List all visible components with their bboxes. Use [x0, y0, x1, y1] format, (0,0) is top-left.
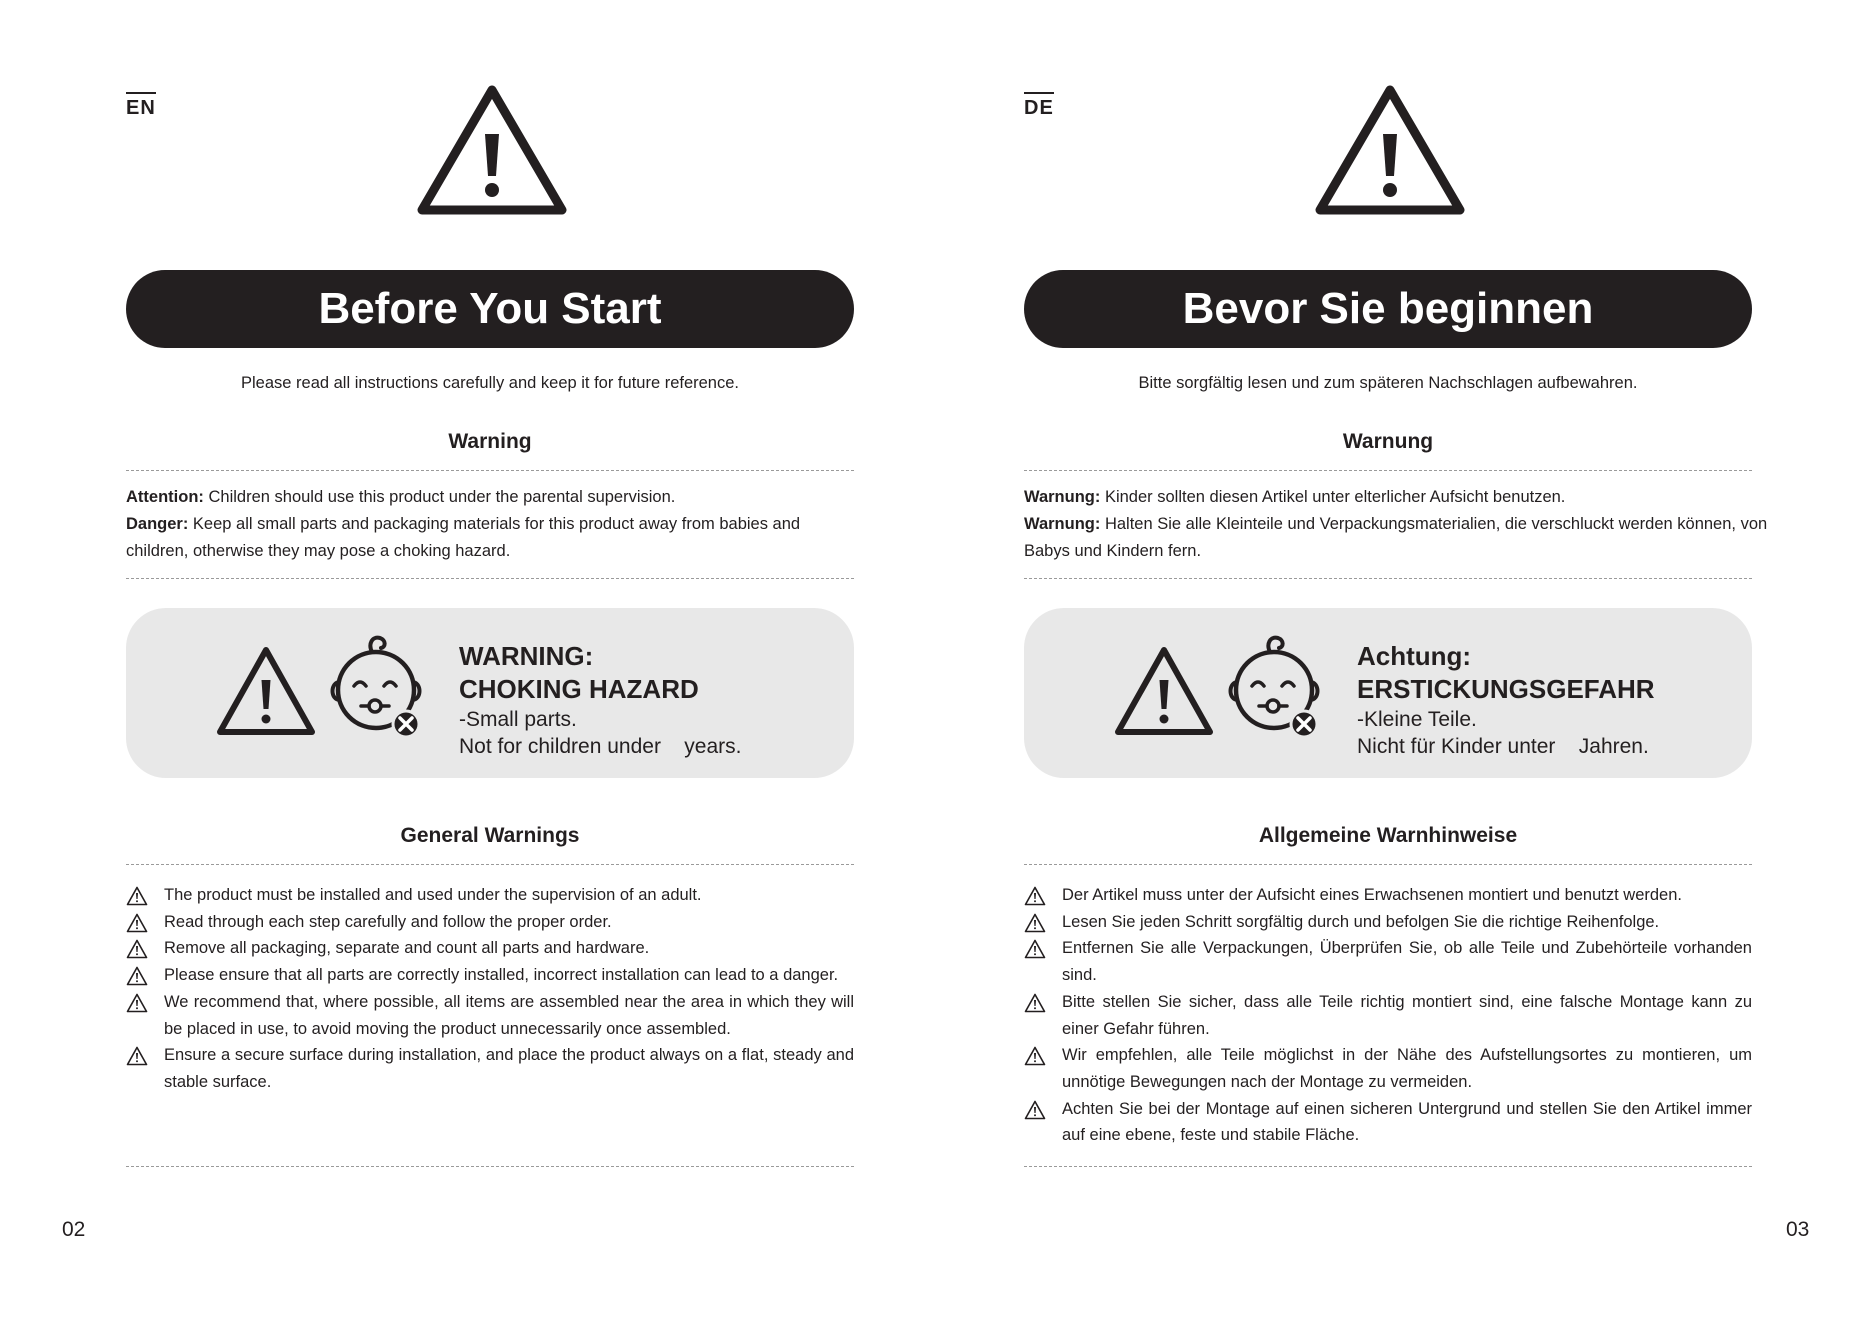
hazard-line: Achtung: [1357, 641, 1472, 671]
hazard-line: Not for children under years. [459, 735, 742, 758]
small-warning-icon [1024, 993, 1046, 1013]
list-item: We recommend that, where possible, all items are assembled near the area in which they will be placed in use, to avoid moving the product unnecessarily once assembled. [126, 989, 854, 1042]
small-warning-icon [126, 886, 148, 906]
small-warning-icon [126, 1046, 148, 1066]
list-item: Bitte stellen Sie sicher, dass alle Teile richtig montiert sind, eine falsche Montage kann zu einer Gefahr führen. [1024, 989, 1752, 1042]
language-code: DE [1024, 92, 1054, 118]
small-warning-icon [126, 993, 148, 1013]
small-warning-icon [126, 913, 148, 933]
list-item: Der Artikel muss unter der Aufsicht eines Erwachsenen montiert und benutzt werden. [1024, 882, 1752, 909]
general-warnings-heading: General Warnings [400, 824, 580, 847]
page-de [1024, 0, 1768, 1324]
language-code: EN [126, 92, 156, 118]
divider [1024, 1166, 1752, 1167]
divider [126, 1166, 854, 1167]
intro-text: Bitte sorgfältig lesen und zum späteren Nachschlagen aufbewahren. [1138, 374, 1638, 392]
general-warnings-list [1024, 882, 1752, 1149]
list-item: Ensure a secure surface during installation, and place the product always on a flat, steady and stable surface. [126, 1042, 854, 1095]
warning-triangle-icon [1314, 82, 1466, 218]
warning-line: Attention: Children should use this product under the parental supervision. [126, 488, 676, 506]
hazard-line: ERSTICKUNGSGEFAHR [1357, 674, 1655, 704]
hazard-line: -Kleine Teile. [1357, 708, 1477, 731]
small-warning-icon [1024, 913, 1046, 933]
baby-face-icon [1226, 632, 1324, 740]
warning-text [1024, 484, 1768, 565]
general-warnings-heading: Allgemeine Warnhinweise [1258, 824, 1518, 847]
list-item: Please ensure that all parts are correctly installed, incorrect installation can lead to a danger. [126, 962, 854, 989]
list-item: Achten Sie bei der Montage auf einen sicheren Untergrund und stellen Sie den Artikel immer auf eine ebene, feste und stabile Fläche. [1024, 1096, 1752, 1149]
page-title: Before You Start [126, 270, 854, 348]
hazard-line: Nicht für Kinder unter Jahren. [1357, 735, 1649, 758]
hazard-line: WARNING: [459, 641, 594, 671]
small-warning-icon [1024, 1046, 1046, 1066]
divider [126, 470, 854, 471]
list-item: Remove all packaging, separate and count all parts and hardware. [126, 935, 854, 962]
list-item: Read through each step carefully and follow the proper order. [126, 909, 854, 936]
small-warning-icon [1024, 939, 1046, 959]
small-warning-icon [126, 966, 148, 986]
divider [126, 578, 854, 579]
small-warning-icon [1024, 886, 1046, 906]
warning-line: Warnung: Halten Sie alle Kleinteile und Verpackungsmaterialien, die verschluckt werden können, von Babys und Kindern fern. [1024, 515, 1768, 560]
warning-triangle-icon [1112, 644, 1216, 738]
warning-triangle-icon [416, 82, 568, 218]
hazard-line: CHOKING HAZARD [459, 674, 699, 704]
list-item: The product must be installed and used under the supervision of an adult. [126, 882, 854, 909]
small-warning-icon [1024, 1100, 1046, 1120]
warning-heading: Warning [448, 430, 532, 453]
warning-triangle-icon [214, 644, 318, 738]
hazard-line: -Small parts. [459, 708, 577, 731]
divider [1024, 578, 1752, 579]
hazard-text [1357, 640, 1655, 760]
page-en [126, 0, 854, 1324]
general-warnings-list [126, 882, 854, 1096]
page-number: 02 [62, 1218, 86, 1241]
page-title: Bevor Sie beginnen [1024, 270, 1752, 348]
list-item: Entfernen Sie alle Verpackungen, Überprüfen Sie, ob alle Teile und Zubehörteile vorhanden sind. [1024, 935, 1752, 988]
list-item: Wir empfehlen, alle Teile möglichst in der Nähe des Aufstellungsortes zu montieren, um unnötige Bewegungen nach der Montage zu vermeiden. [1024, 1042, 1752, 1095]
intro-text: Please read all instructions carefully and keep it for future reference. [240, 374, 739, 392]
divider [1024, 864, 1752, 865]
divider [126, 864, 854, 865]
warning-heading: Warnung [1342, 430, 1434, 453]
divider [1024, 470, 1752, 471]
warning-line: Danger: Keep all small parts and packaging materials for this product away from babies and children, otherwise they may pose a choking hazard. [126, 515, 801, 560]
baby-face-icon [328, 632, 426, 740]
choking-hazard-box [1024, 608, 1752, 778]
hazard-text [459, 640, 741, 760]
page-number: 03 [1786, 1218, 1810, 1241]
choking-hazard-box [126, 608, 854, 778]
warning-line: Warnung: Kinder sollten diesen Artikel unter elterlicher Aufsicht benutzen. [1024, 488, 1566, 506]
list-item: Lesen Sie jeden Schritt sorgfältig durch und befolgen Sie die richtige Reihenfolge. [1024, 909, 1752, 936]
warning-text [126, 484, 854, 565]
small-warning-icon [126, 939, 148, 959]
